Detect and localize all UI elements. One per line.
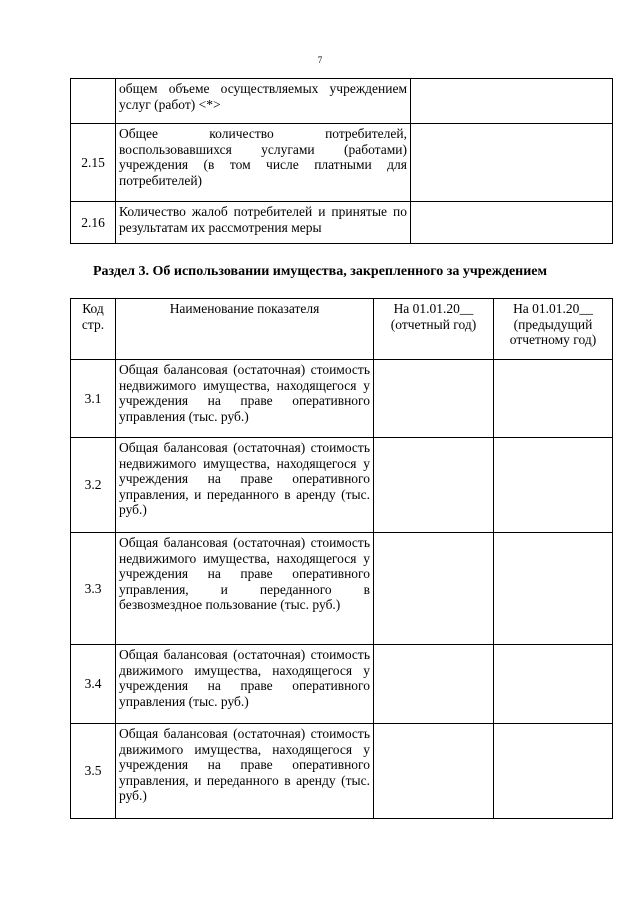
page-number: 7 (317, 55, 323, 65)
row-value-cell (494, 438, 613, 533)
header-col1: На 01.01.20__ (отчетный год) (374, 299, 494, 360)
row-value-cell (411, 124, 613, 202)
row-name: Количество жалоб потребителей и принятые по результатам их рассмотрения меры (116, 202, 411, 244)
row-value-cell (374, 724, 494, 819)
row-code: 3.1 (71, 360, 116, 438)
header-name: Наименование показателя (116, 299, 374, 360)
indicators-table-continued (70, 78, 613, 244)
row-name: Общее количество потребителей, воспользовавшихся услугами (работами) учреждения (в том числе платными для потребителей) (116, 124, 411, 202)
header-code: Код стр. (71, 299, 116, 360)
row-value-cell (494, 360, 613, 438)
row-code: 3.4 (71, 645, 116, 724)
table-row (71, 202, 613, 244)
table-row (71, 360, 613, 438)
row-code: 3.3 (71, 533, 116, 645)
row-name: Общая балансовая (остаточная) стоимость движимого имущества, находящегося у учреждения на праве оперативного управления (тыс. руб.) (116, 645, 374, 724)
row-value-cell (494, 533, 613, 645)
row-name: Общая балансовая (остаточная) стоимость недвижимого имущества, находящегося у учреждения на праве оперативного управления (тыс. руб.) (116, 360, 374, 438)
table-row (71, 724, 613, 819)
table-row (71, 124, 613, 202)
row-code: 3.5 (71, 724, 116, 819)
table-row (71, 79, 613, 124)
row-value-cell (411, 202, 613, 244)
table-header-row (71, 299, 613, 360)
table-row (71, 438, 613, 533)
section-title: Раздел 3. Об использовании имущества, закрепленного за учреждением (92, 264, 548, 279)
row-value-cell (494, 724, 613, 819)
row-code: 2.16 (71, 202, 116, 244)
row-value-cell (411, 79, 613, 124)
row-value-cell (374, 533, 494, 645)
row-name: Общая балансовая (остаточная) стоимость движимого имущества, находящегося у учреждения на праве оперативного управления, и переданного в аренду (тыс. руб.) (116, 724, 374, 819)
table-row (71, 645, 613, 724)
row-name: Общая балансовая (остаточная) стоимость недвижимого имущества, находящегося у учреждения на праве оперативного управления, и переданного в безвозмездное пользование (тыс. руб.) (116, 533, 374, 645)
property-usage-table (70, 298, 613, 819)
row-code: 3.2 (71, 438, 116, 533)
row-value-cell (494, 645, 613, 724)
row-name: общем объеме осуществляемых учреждением услуг (работ) <*> (116, 79, 411, 124)
row-value-cell (374, 438, 494, 533)
header-col2: На 01.01.20__ (предыдущий отчетному год) (494, 299, 613, 360)
row-code: 2.15 (71, 124, 116, 202)
row-value-cell (374, 360, 494, 438)
row-code (71, 79, 116, 124)
row-name: Общая балансовая (остаточная) стоимость недвижимого имущества, находящегося у учреждения на праве оперативного управления, и переданного в аренду (тыс. руб.) (116, 438, 374, 533)
row-value-cell (374, 645, 494, 724)
table-row (71, 533, 613, 645)
